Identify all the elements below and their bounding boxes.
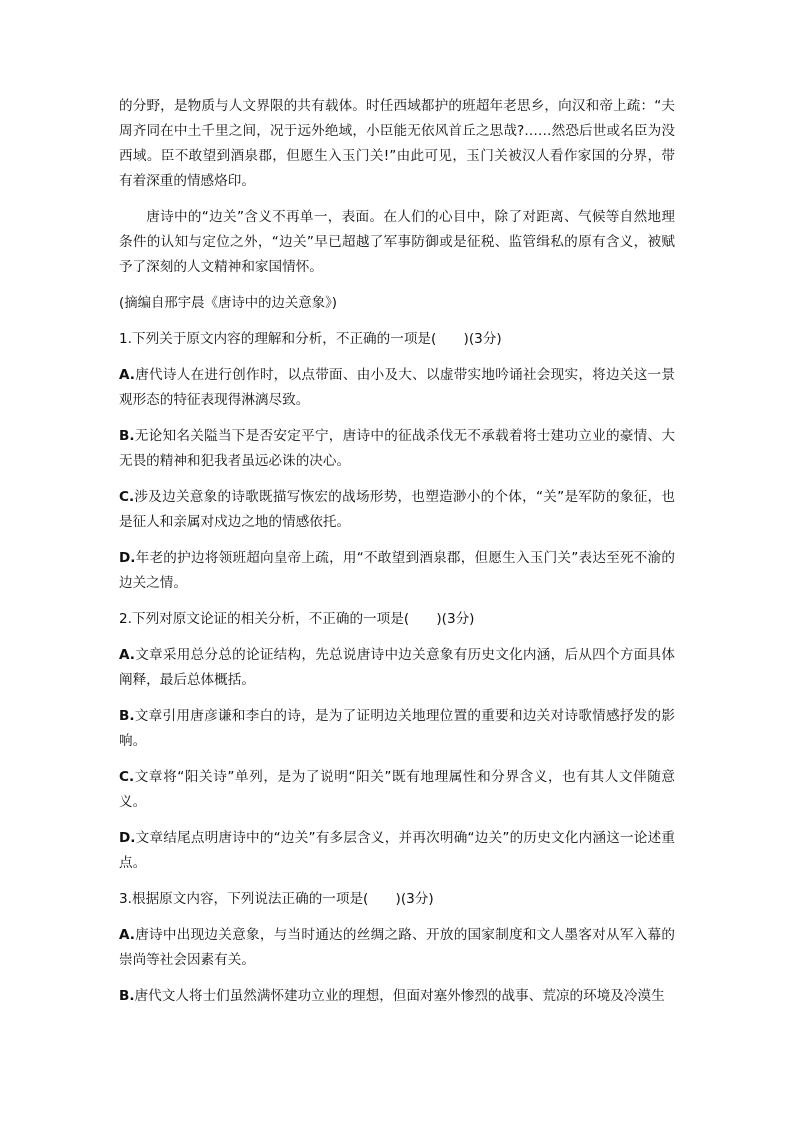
option-letter: B. bbox=[119, 708, 135, 724]
question-1-option-d bbox=[119, 546, 675, 596]
option-text: 文章将“阳关诗”单列，是为了说明“阳关”既有地理属性和分界含义，也有其人文伴随意义。 bbox=[119, 769, 675, 810]
question-2-option-c bbox=[119, 765, 675, 815]
passage-paragraph-1: 的分野，是物质与人文界限的共有载体。时任西域都护的班超年老思乡，向汉和帝上疏：“夫周齐同在中土千里之间，况于远外绝域，小臣能无依风首丘之思哉?……然恐后世或名臣为没西域。臣不敢望到酒泉郡，但愿生入玉门关!”由此可见，玉门关被汉人看作家国的分界，带有着深重的情感烙印。 bbox=[119, 98, 675, 189]
option-text: 唐代诗人在进行创作时，以点带面、由小及大、以虚带实地吟诵社会现实，将边关这一景观形态的特征表现得淋漓尽致。 bbox=[119, 367, 675, 408]
question-1-stem: 1.下列关于原文内容的理解和分析，不正确的一项是( )(3分) bbox=[119, 331, 502, 347]
option-text: 文章引用唐彦谦和李白的诗，是为了证明边关地理位置的重要和边关对诗歌情感抒发的影响。 bbox=[119, 708, 675, 749]
option-letter: D. bbox=[119, 550, 136, 566]
option-letter: C. bbox=[119, 769, 135, 785]
option-letter: A. bbox=[119, 927, 135, 943]
option-text: 文章结尾点明唐诗中的“边关”有多层含义，并再次明确“边关”的历史文化内涵这一论述重点。 bbox=[119, 830, 675, 871]
question-3-stem: 3.根据原文内容，下列说法正确的一项是( )(3分) bbox=[119, 891, 434, 907]
option-text: 唐代文人将士们虽然满怀建功立业的理想，但面对塞外惨烈的战事、荒凉的环境及冷漠生 bbox=[134, 988, 665, 1004]
option-letter: A. bbox=[119, 647, 135, 663]
document-page bbox=[119, 94, 675, 1009]
option-text: 文章采用总分总的论证结构，先总说唐诗中边关意象有历史文化内涵，后从四个方面具体阐释，最后总体概括。 bbox=[119, 647, 675, 688]
passage-paragraph-2: 唐诗中的“边关”含义不再单一，表面。在人们的心目中，除了对距离、气候等自然地理条件的认知与定位之外，“边关”早已超越了军事防御或是征税、监管缉私的原有含义，被赋予了深刻的人文精神和家国情怀。 bbox=[119, 209, 675, 275]
question-1-option-c bbox=[119, 485, 675, 535]
question-2-option-d bbox=[119, 826, 675, 876]
question-2-option-b bbox=[119, 704, 675, 754]
option-text: 无论知名关隘当下是否安定平宁，唐诗中的征战杀伐无不承载着将士建功立业的豪情、大无畏的精神和犯我者虽远必诛的决心。 bbox=[119, 428, 675, 469]
option-text: 年老的护边将领班超向皇帝上疏，用“不敢望到酒泉郡，但愿生入玉门关”表达至死不渝的边关之情。 bbox=[119, 550, 675, 591]
option-letter: B. bbox=[119, 428, 135, 444]
question-2-option-a bbox=[119, 643, 675, 693]
question-3-option-a bbox=[119, 923, 675, 973]
question-1-option-b bbox=[119, 424, 675, 474]
option-text: 涉及边关意象的诗歌既描写恢宏的战场形势，也塑造渺小的个体，“关”是军防的象征，也是征人和亲属对戍边之地的情感依托。 bbox=[119, 489, 675, 530]
question-3-option-b bbox=[119, 984, 675, 1009]
question-2-stem: 2.下列对原文论证的相关分析，不正确的一项是( )(3分) bbox=[119, 611, 475, 627]
option-text: 唐诗中出现边关意象，与当时通达的丝绸之路、开放的国家制度和文人墨客对从军入幕的崇尚等社会因素有关。 bbox=[119, 927, 675, 968]
option-letter: C. bbox=[119, 489, 135, 505]
option-letter: A. bbox=[119, 367, 135, 383]
source-citation: (摘编自邢宇晨《唐诗中的边关意象》) bbox=[119, 296, 337, 311]
option-letter: D. bbox=[119, 830, 136, 846]
question-1-option-a bbox=[119, 363, 675, 413]
option-letter: B. bbox=[119, 988, 135, 1004]
